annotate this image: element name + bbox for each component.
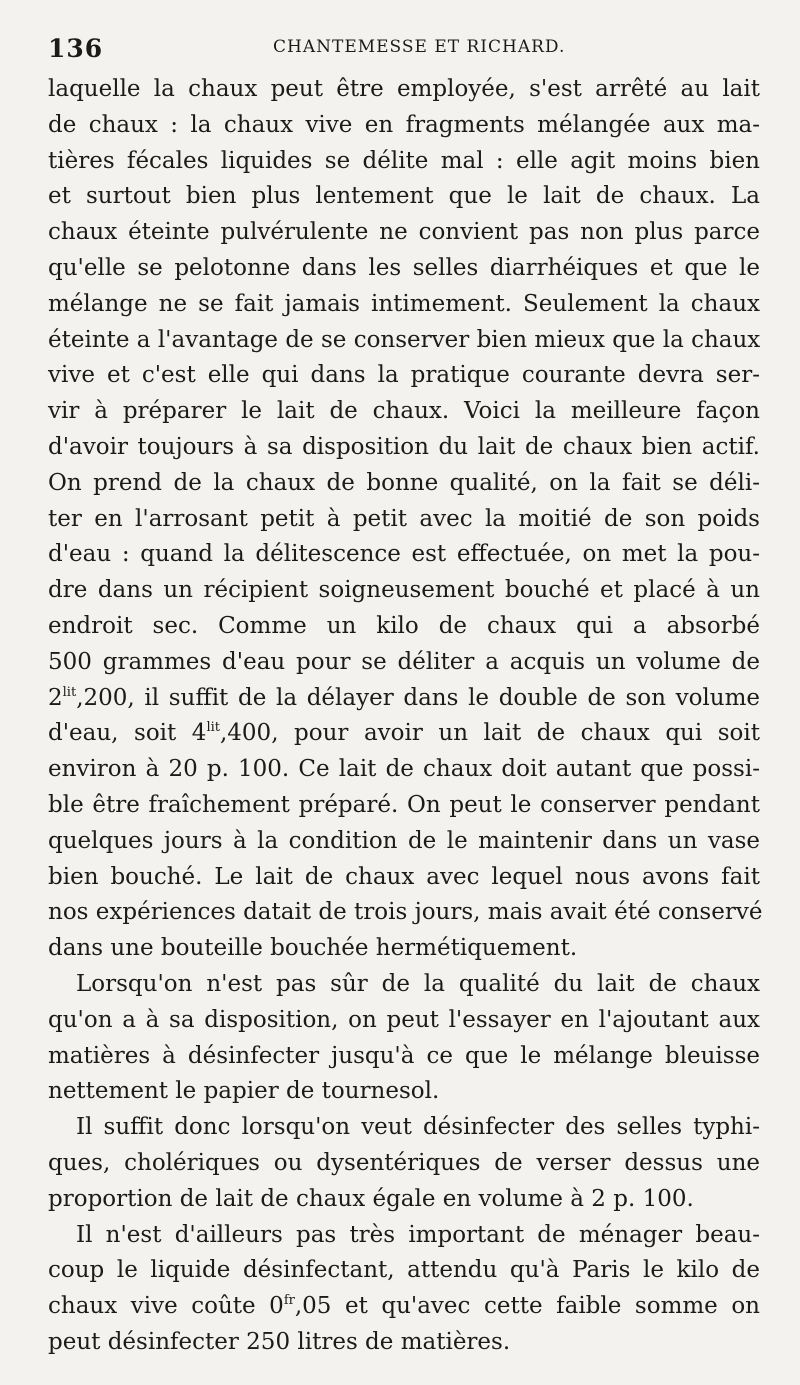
text-line: Il suffit donc lorsqu'on veut désinfecter des selles typhi- (76, 1114, 760, 1141)
text-line: d'avoir toujours à sa disposition du lait de chaux bien actif. (48, 433, 760, 460)
text-line: qu'on a à sa disposition, on peut l'essayer en l'ajoutant aux (48, 1006, 760, 1033)
text-line: ter en l'arrosant petit à petit avec la moitié de son poids (48, 505, 760, 532)
text-line: environ à 20 p. 100. Ce lait de chaux doit autant que possi- (48, 756, 760, 783)
page-header (48, 28, 758, 64)
body-text (48, 72, 763, 1361)
text-line: quelques jours à la condition de le maintenir dans un vase (48, 827, 760, 854)
paragraph (48, 72, 763, 967)
text-line: peut désinfecter 250 litres de matières. (48, 1328, 511, 1355)
text-line: chaux vive coûte $0^{fr},05$ et qu'avec cette faible somme on (48, 1293, 760, 1320)
text-line: Lorsqu'on n'est pas sûr de la qualité du lait de chaux (76, 970, 760, 997)
page-number: 136 (48, 34, 104, 63)
text-line: mélange ne se fait jamais intimement. Seulement la chaux (48, 290, 760, 317)
text-line: 500 grammes d'eau pour se déliter a acquis un volume de (48, 648, 760, 675)
text-line: tières fécales liquides se délite mal : elle agit moins bien (48, 147, 760, 174)
text-line: nos expériences datait de trois jours, mais avait été conservé (48, 899, 763, 926)
text-line: d'eau, soit $4^{lit},400$, pour avoir un lait de chaux qui soit (48, 720, 760, 747)
text-line: de chaux : la chaux vive en fragments mélangée aux ma- (48, 111, 760, 138)
text-line: d'eau : quand la délitescence est effectuée, on met la pou- (48, 541, 760, 568)
text-line: et surtout bien plus lentement que le lait de chaux. La (48, 183, 760, 210)
text-line: bien bouché. Le lait de chaux avec lequel nous avons fait (48, 863, 760, 890)
text-line: dans une bouteille bouchée hermétiquement. (48, 935, 578, 962)
text-line: laquelle la chaux peut être employée, s'est arrêté au lait (48, 76, 760, 102)
text-line: ques, cholériques ou dysentériques de verser dessus une (48, 1149, 760, 1176)
text-line: $2^{lit},200$, il suffit de la délayer dans le double de son volume (48, 684, 760, 711)
text-line: vive et c'est elle qui dans la pratique courante devra ser- (48, 362, 760, 389)
text-line: nettement le papier de tournesol. (48, 1078, 440, 1105)
text-line: matières à désinfecter jusqu'à ce que le mélange bleuisse (48, 1042, 760, 1069)
text-line: vir à préparer le lait de chaux. Voici la meilleure façon (48, 398, 760, 425)
text-line: qu'elle se pelotonne dans les selles diarrhéiques et que le (48, 254, 760, 281)
paragraph (48, 1110, 760, 1217)
text-line: chaux éteinte pulvérulente ne convient pas non plus parce (48, 219, 760, 246)
paragraph (48, 967, 760, 1110)
text-line: Il n'est d'ailleurs pas très important de ménager beau- (76, 1221, 760, 1248)
text-line: éteinte a l'avantage de se conserver bien mieux que la chaux (48, 326, 761, 353)
text-line: proportion de lait de chaux égale en volume à 2 p. 100. (48, 1185, 694, 1212)
text-line: On prend de la chaux de bonne qualité, on la fait se déli- (48, 469, 760, 496)
text-line: dre dans un récipient soigneusement bouché et placé à un (48, 577, 760, 604)
text-line: ble être fraîchement préparé. On peut le conserver pendant (48, 791, 760, 818)
text-line: coup le liquide désinfectant, attendu qu'à Paris le kilo de (48, 1257, 760, 1284)
text-line: endroit sec. Comme un kilo de chaux qui a absorbé (48, 612, 760, 639)
paragraph (48, 1218, 760, 1361)
running-head: CHANTEMESSE ET RICHARD. (273, 37, 566, 57)
